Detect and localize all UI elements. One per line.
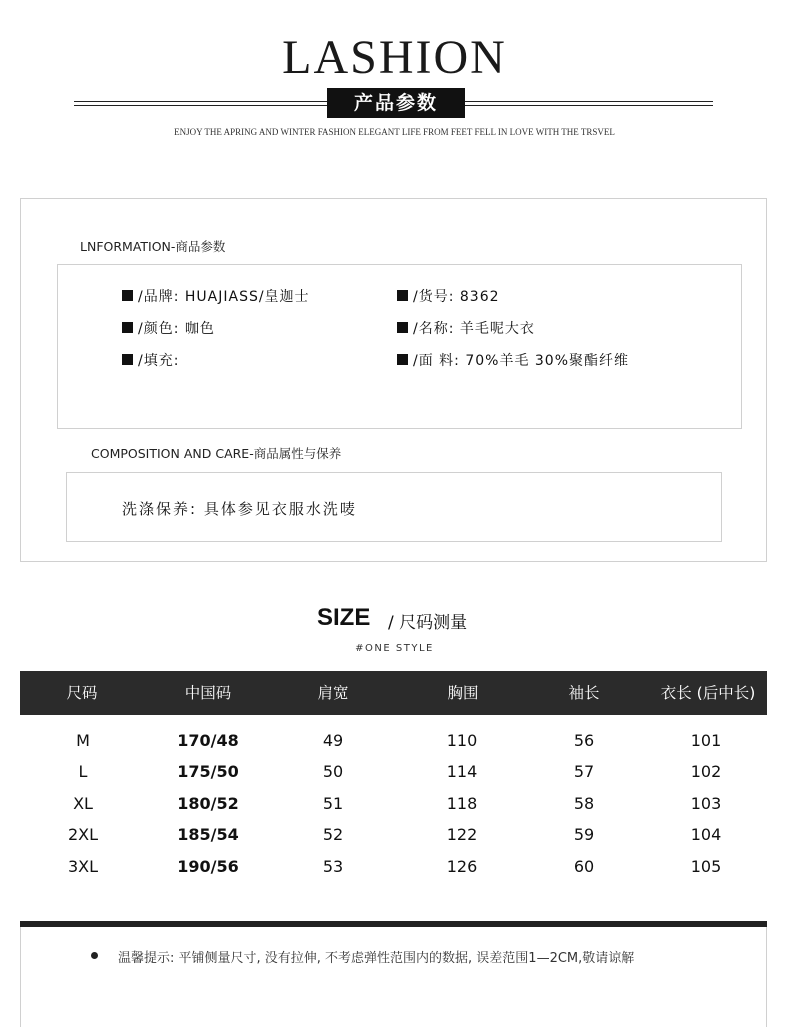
table-cell: 2XL xyxy=(67,825,99,844)
size-title: SIZE xyxy=(317,604,371,631)
col-header-sleeve: 袖长 xyxy=(568,684,600,702)
note-panel xyxy=(20,927,767,1027)
col-header-length: 衣长 (后中长) xyxy=(660,684,756,702)
size-table-header xyxy=(20,671,767,715)
bullet-square-icon xyxy=(397,354,408,365)
col-header-china-size: 中国码 xyxy=(184,684,232,702)
tagline: ENJOY THE APRING AND WINTER FASHION ELEGANT LIFE FROM FEET FELL IN LOVE WITH THE TRSVEL xyxy=(174,127,615,137)
table-cell: 52 xyxy=(322,825,344,844)
table-cell: 60 xyxy=(573,857,595,876)
table-cell: 126 xyxy=(446,857,478,876)
info-section-title: LNFORMATION-商品参数 xyxy=(80,239,226,254)
table-cell: 56 xyxy=(573,731,595,750)
bullet-square-icon xyxy=(397,290,408,301)
size-subtitle: / 尺码测量 xyxy=(388,613,468,633)
header-rule-left-bottom xyxy=(74,105,327,106)
attr-brand: /品牌: HUAJIASS/皇迦士 xyxy=(122,286,310,306)
table-cell: 50 xyxy=(322,762,344,781)
table-cell: 104 xyxy=(690,825,722,844)
table-cell: 175/50 xyxy=(177,762,239,781)
col-header-shoulder: 肩宽 xyxy=(317,684,349,702)
attr-filling: /填充: xyxy=(122,350,179,370)
attr-fabric: /面 料: 70%羊毛 30%聚酯纤维 xyxy=(397,350,629,370)
table-cell: 58 xyxy=(573,794,595,813)
brand-title: LASHION xyxy=(282,31,507,84)
bullet-square-icon xyxy=(122,290,133,301)
col-header-chest: 胸围 xyxy=(447,684,479,702)
bullet-square-icon xyxy=(122,354,133,365)
table-cell: 110 xyxy=(446,731,478,750)
table-cell: 103 xyxy=(690,794,722,813)
attr-name: /名称: 羊毛呢大衣 xyxy=(397,318,535,338)
col-header-size: 尺码 xyxy=(66,684,98,702)
note-bullet-icon xyxy=(91,952,98,959)
table-cell: L xyxy=(78,762,88,781)
care-text: 洗涤保养: 具体参见衣服水洗唛 xyxy=(122,500,357,518)
table-cell: 170/48 xyxy=(177,731,239,750)
table-cell: 190/56 xyxy=(177,857,239,876)
header-rule-right-top xyxy=(465,101,713,102)
table-cell: XL xyxy=(73,794,93,813)
header-rule-right-bottom xyxy=(465,105,713,106)
attr-item-number: /货号: 8362 xyxy=(397,286,500,306)
table-cell: 122 xyxy=(446,825,478,844)
header-rule-left-top xyxy=(74,101,327,102)
table-cell: 51 xyxy=(322,794,344,813)
table-cell: 118 xyxy=(446,794,478,813)
table-cell: 185/54 xyxy=(177,825,239,844)
care-section-title: COMPOSITION AND CARE-商品属性与保养 xyxy=(91,446,342,461)
bullet-square-icon xyxy=(397,322,408,333)
product-params-badge: 产品参数 xyxy=(327,88,465,118)
table-cell: 57 xyxy=(573,762,595,781)
table-cell: 102 xyxy=(690,762,722,781)
bullet-square-icon xyxy=(122,322,133,333)
table-cell: 114 xyxy=(446,762,478,781)
attr-color: /颜色: 咖色 xyxy=(122,318,215,338)
table-cell: 105 xyxy=(690,857,722,876)
table-cell: 49 xyxy=(322,731,344,750)
table-cell: 53 xyxy=(322,857,344,876)
table-cell: 3XL xyxy=(67,857,99,876)
table-cell: 101 xyxy=(690,731,722,750)
size-note: 温馨提示: 平铺侧量尺寸, 没有拉伸, 不考虑弹性范围内的数据, 误差范围1—2CM,敬请谅解 xyxy=(118,951,635,966)
table-cell: 59 xyxy=(573,825,595,844)
style-tag: #ONE STYLE xyxy=(355,643,434,654)
table-cell: M xyxy=(76,731,90,750)
table-cell: 180/52 xyxy=(177,794,239,813)
